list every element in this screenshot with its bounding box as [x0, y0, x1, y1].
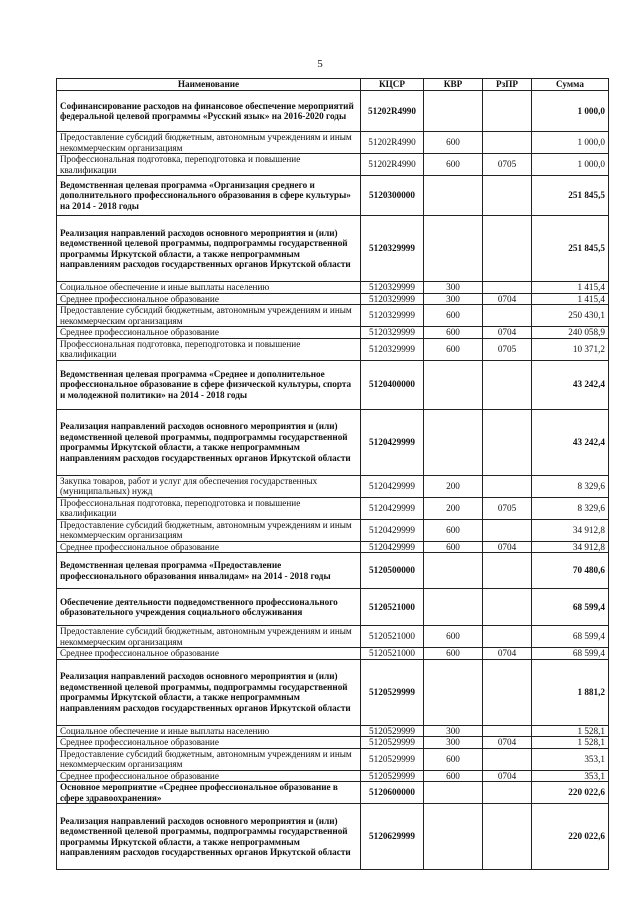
cell-sum: 1 528,1: [532, 725, 609, 737]
table-row: [57, 216, 609, 282]
cell-sum: 220 022,6: [532, 804, 609, 870]
cell-rzpr: 0704: [483, 293, 532, 305]
cell-kvr: [424, 782, 483, 804]
cell-kvr: 300: [424, 737, 483, 749]
table-header: [57, 79, 609, 91]
budget-table: [56, 78, 609, 870]
cell-sum: 10 371,2: [532, 338, 609, 360]
table-row: [57, 293, 609, 305]
table-row: [57, 338, 609, 360]
table-row: [57, 659, 609, 725]
cell-sum: 1 415,4: [532, 293, 609, 305]
page-number: 5: [317, 58, 323, 70]
cell-rzpr: [483, 782, 532, 804]
cell-kvr: [424, 91, 483, 132]
table-row: [57, 737, 609, 749]
cell-kvr: 600: [424, 541, 483, 553]
cell-rzpr: [483, 91, 532, 132]
cell-kvr: [424, 659, 483, 725]
cell-code: 5120429999: [361, 497, 424, 519]
cell-kvr: [424, 589, 483, 626]
cell-sum: 251 845,5: [532, 176, 609, 216]
cell-kvr: [424, 216, 483, 282]
cell-code: 5120529999: [361, 748, 424, 770]
cell-rzpr: [483, 519, 532, 541]
table-row: [57, 409, 609, 475]
cell-sum: 43 242,4: [532, 360, 609, 409]
cell-code: 5120300000: [361, 176, 424, 216]
cell-code: 5120521000: [361, 626, 424, 648]
cell-name: Реализация направлений расходов основного мероприятия и (или) ведомственной целевой программы, подпрограммы государственной программы Иркутской области, а также непрограммным направлениям расходов государственных органов Иркутской области: [57, 216, 361, 282]
table-row: [57, 782, 609, 804]
cell-rzpr: [483, 725, 532, 737]
cell-sum: 68 599,4: [532, 589, 609, 626]
cell-name: Предоставление субсидий бюджетным, автономным учреждениям и иным некоммерческим организациям: [57, 626, 361, 648]
header-rzpr: РзПР: [483, 79, 532, 91]
cell-rzpr: 0704: [483, 737, 532, 749]
cell-code: 5120529999: [361, 770, 424, 782]
cell-rzpr: [483, 409, 532, 475]
cell-kvr: 600: [424, 770, 483, 782]
table-row: [57, 626, 609, 648]
cell-sum: 8 329,6: [532, 475, 609, 497]
cell-name: Реализация направлений расходов основного мероприятия и (или) ведомственной целевой программы, подпрограммы государственной программы Иркутской области, а также непрограммным направлениям расходов государственных органов Иркутской области: [57, 409, 361, 475]
table-row: [57, 176, 609, 216]
cell-code: 5120429999: [361, 409, 424, 475]
cell-sum: 353,1: [532, 748, 609, 770]
cell-name: Профессиональная подготовка, переподготовка и повышение квалификации: [57, 154, 361, 176]
table-row: [57, 804, 609, 870]
cell-kvr: 600: [424, 519, 483, 541]
cell-rzpr: [483, 748, 532, 770]
cell-name: Социальное обеспечение и иные выплаты населению: [57, 725, 361, 737]
cell-rzpr: [483, 589, 532, 626]
cell-kvr: 600: [424, 132, 483, 154]
cell-rzpr: 0705: [483, 154, 532, 176]
cell-sum: 220 022,6: [532, 782, 609, 804]
cell-kvr: [424, 804, 483, 870]
cell-name: Предоставление субсидий бюджетным, автономным учреждениям и иным некоммерческим организациям: [57, 748, 361, 770]
cell-sum: 250 430,1: [532, 305, 609, 327]
table-row: [57, 305, 609, 327]
cell-sum: 1 000,0: [532, 154, 609, 176]
table-row: [57, 475, 609, 497]
cell-code: 5120329999: [361, 305, 424, 327]
cell-code: 5120329999: [361, 282, 424, 294]
cell-kvr: 300: [424, 293, 483, 305]
table-row: [57, 91, 609, 132]
cell-name: Среднее профессиональное образование: [57, 327, 361, 339]
cell-kvr: [424, 176, 483, 216]
cell-sum: 43 242,4: [532, 409, 609, 475]
cell-rzpr: 0704: [483, 327, 532, 339]
cell-rzpr: [483, 360, 532, 409]
cell-kvr: 600: [424, 338, 483, 360]
table-row: [57, 725, 609, 737]
cell-rzpr: [483, 216, 532, 282]
cell-kvr: [424, 409, 483, 475]
cell-code: 5120329999: [361, 338, 424, 360]
cell-rzpr: [483, 132, 532, 154]
cell-rzpr: [483, 176, 532, 216]
table-row: [57, 541, 609, 553]
cell-rzpr: 0705: [483, 338, 532, 360]
cell-code: 5120529999: [361, 659, 424, 725]
cell-sum: 70 480,6: [532, 553, 609, 589]
cell-rzpr: [483, 553, 532, 589]
cell-rzpr: [483, 305, 532, 327]
cell-code: 5120529999: [361, 725, 424, 737]
cell-rzpr: 0704: [483, 541, 532, 553]
cell-name: Профессиональная подготовка, переподготовка и повышение квалификации: [57, 497, 361, 519]
cell-name: Профессиональная подготовка, переподготовка и повышение квалификации: [57, 338, 361, 360]
cell-code: 5120329999: [361, 327, 424, 339]
cell-kvr: 600: [424, 648, 483, 660]
header-kvr: КВР: [424, 79, 483, 91]
cell-code: 51202R4990: [361, 91, 424, 132]
cell-kvr: 300: [424, 725, 483, 737]
cell-code: 5120600000: [361, 782, 424, 804]
table-row: [57, 748, 609, 770]
cell-name: Обеспечение деятельности подведомственного профессионального образовательного учреждения социального обслуживания: [57, 589, 361, 626]
cell-rzpr: [483, 475, 532, 497]
cell-kvr: 200: [424, 497, 483, 519]
cell-kvr: 600: [424, 305, 483, 327]
cell-sum: 34 912,8: [532, 541, 609, 553]
cell-rzpr: [483, 804, 532, 870]
cell-name: Ведомственная целевая программа «Организация среднего и дополнительного профессионального образования в сфере культуры» на 2014 - 2018 годы: [57, 176, 361, 216]
cell-name: Среднее профессиональное образование: [57, 648, 361, 660]
cell-code: 5120521000: [361, 648, 424, 660]
table-body: [57, 91, 609, 870]
cell-sum: 353,1: [532, 770, 609, 782]
cell-name: Ведомственная целевая программа «Предоставление профессионального образования инвалидам» на 2014 - 2018 годы: [57, 553, 361, 589]
cell-sum: 8 329,6: [532, 497, 609, 519]
cell-name: Закупка товаров, работ и услуг для обеспечения государственных (муниципальных) нужд: [57, 475, 361, 497]
cell-rzpr: 0705: [483, 497, 532, 519]
table-row: [57, 132, 609, 154]
cell-rzpr: [483, 282, 532, 294]
cell-kvr: 600: [424, 327, 483, 339]
table-row: [57, 589, 609, 626]
cell-code: 5120329999: [361, 293, 424, 305]
cell-code: 51202R4990: [361, 132, 424, 154]
cell-kvr: 600: [424, 154, 483, 176]
cell-name: Реализация направлений расходов основного мероприятия и (или) ведомственной целевой программы, подпрограммы государственной программы Иркутской области, а также непрограммным направлениям расходов государственных органов Иркутской области: [57, 804, 361, 870]
cell-name: Реализация направлений расходов основного мероприятия и (или) ведомственной целевой программы, подпрограммы государственной программы Иркутской области, а также непрограммным направлениям расходов государственных органов Иркутской области: [57, 659, 361, 725]
cell-rzpr: [483, 659, 532, 725]
table-row: [57, 770, 609, 782]
cell-kvr: 600: [424, 748, 483, 770]
cell-sum: 68 599,4: [532, 648, 609, 660]
cell-kvr: [424, 553, 483, 589]
cell-kvr: [424, 360, 483, 409]
cell-rzpr: 0704: [483, 770, 532, 782]
cell-name: Предоставление субсидий бюджетным, автономным учреждениям и иным некоммерческим организациям: [57, 305, 361, 327]
cell-sum: 251 845,5: [532, 216, 609, 282]
cell-rzpr: 0704: [483, 648, 532, 660]
table-row: [57, 497, 609, 519]
cell-code: 5120629999: [361, 804, 424, 870]
cell-kvr: 200: [424, 475, 483, 497]
cell-sum: 1 000,0: [532, 132, 609, 154]
cell-code: 51202R4990: [361, 154, 424, 176]
table-row: [57, 282, 609, 294]
cell-kvr: 300: [424, 282, 483, 294]
cell-sum: 34 912,8: [532, 519, 609, 541]
cell-name: Среднее профессиональное образование: [57, 541, 361, 553]
header-sum: Сумма: [532, 79, 609, 91]
cell-code: 5120429999: [361, 541, 424, 553]
cell-code: 5120329999: [361, 216, 424, 282]
cell-name: Ведомственная целевая программа «Среднее и дополнительное профессиональное образование в сфере физической культуры, спорта и молодежной политики» на 2014 - 2018 годы: [57, 360, 361, 409]
table-row: [57, 360, 609, 409]
cell-name: Предоставление субсидий бюджетным, автономным учреждениям и иным некоммерческим организациям: [57, 519, 361, 541]
header-code: КЦСР: [361, 79, 424, 91]
cell-kvr: 600: [424, 626, 483, 648]
cell-code: 5120529999: [361, 737, 424, 749]
cell-name: Среднее профессиональное образование: [57, 770, 361, 782]
cell-sum: 240 058,9: [532, 327, 609, 339]
cell-rzpr: [483, 626, 532, 648]
cell-name: Социальное обеспечение и иные выплаты населению: [57, 282, 361, 294]
cell-name: Предоставление субсидий бюджетным, автономным учреждениям и иным некоммерческим организациям: [57, 132, 361, 154]
cell-sum: 1 415,4: [532, 282, 609, 294]
cell-sum: 68 599,4: [532, 626, 609, 648]
cell-code: 5120500000: [361, 553, 424, 589]
cell-code: 5120521000: [361, 589, 424, 626]
table-row: [57, 648, 609, 660]
header-name: Наименование: [57, 79, 361, 91]
table-row: [57, 519, 609, 541]
table-row: [57, 327, 609, 339]
table-row: [57, 154, 609, 176]
cell-sum: 1 000,0: [532, 91, 609, 132]
cell-sum: 1 881,2: [532, 659, 609, 725]
cell-code: 5120429999: [361, 519, 424, 541]
cell-name: Среднее профессиональное образование: [57, 293, 361, 305]
cell-code: 5120429999: [361, 475, 424, 497]
cell-name: Софинансирование расходов на финансовое обеспечение мероприятий федеральной целевой программы «Русский язык» на 2016-2020 годы: [57, 91, 361, 132]
cell-sum: 1 528,1: [532, 737, 609, 749]
cell-name: Среднее профессиональное образование: [57, 737, 361, 749]
cell-code: 5120400000: [361, 360, 424, 409]
table-row: [57, 553, 609, 589]
cell-name: Основное мероприятие «Среднее профессиональное образование в сфере здравоохранения»: [57, 782, 361, 804]
